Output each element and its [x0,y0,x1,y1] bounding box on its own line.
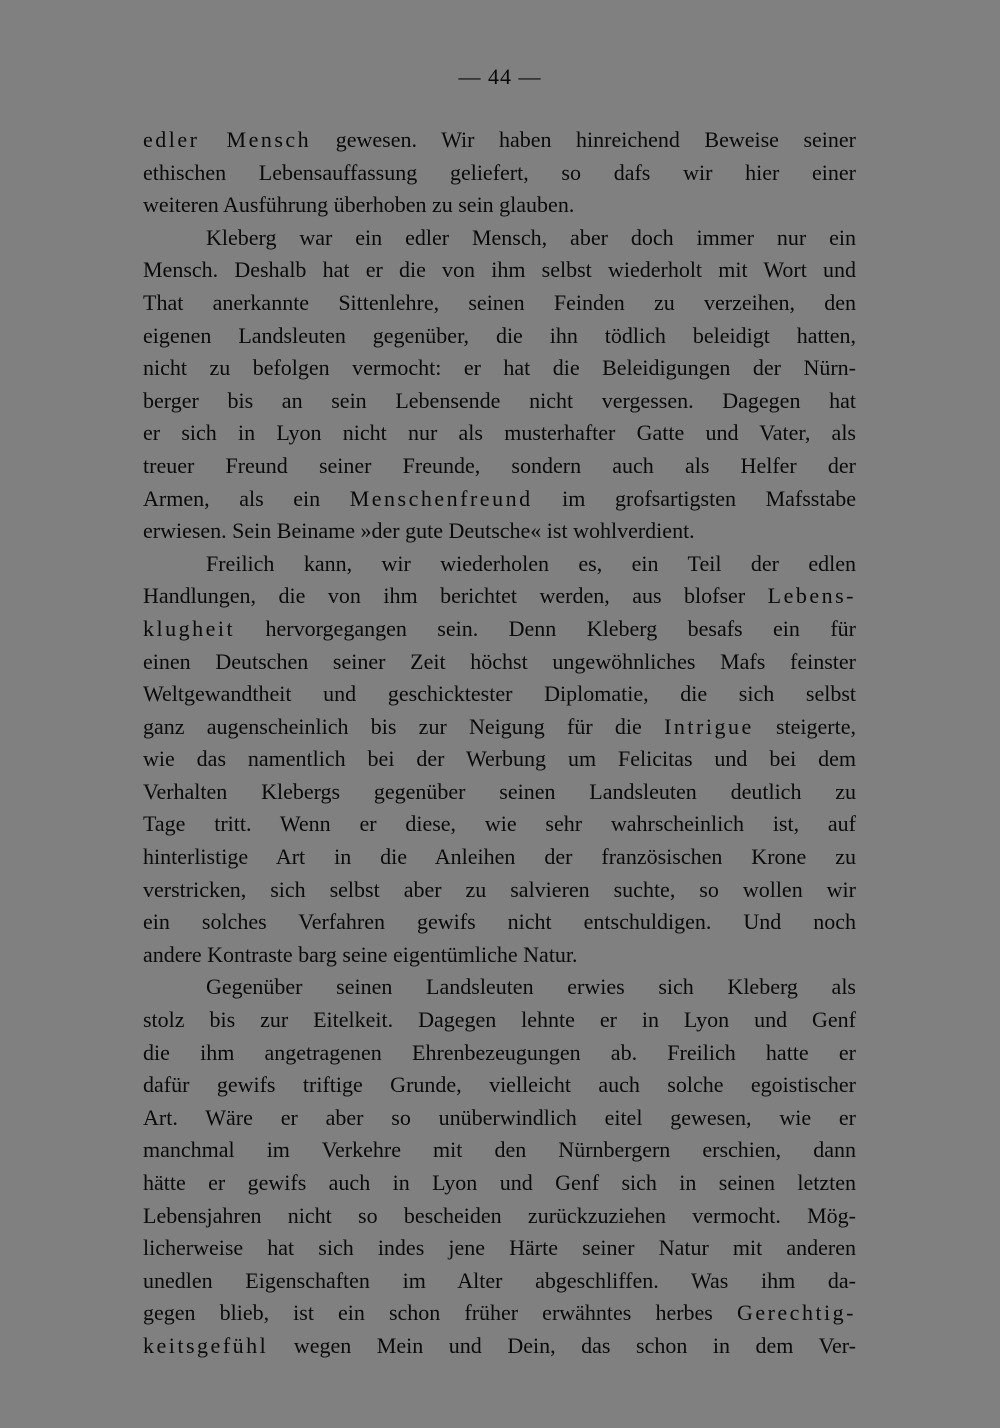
text-segment: Mensch. Deshalb hat er die von ihm selbst wiederholt mit Wort und [143,257,856,283]
text-segment: hervorgegangen sein. Denn Kleberg besafs ein für [235,615,856,641]
spaced-emphasis: edler Mensch [143,127,312,152]
text-line [143,776,856,809]
text-segment: Gegenüber seinen Landsleuten erwies sich Kleberg als [206,974,856,1000]
text-segment: Freilich kann, wir wiederholen es, ein Teil der edlen [206,550,856,576]
text-segment: hinterlistige Art in die Anleihen der französischen Krone zu [143,844,856,870]
text-segment: Handlungen, die von ihm berichtet werden, aus blofser [143,583,768,609]
text-line [143,1330,856,1363]
text-segment: Verhalten Klebergs gegenüber seinen Landsleuten deutlich zu [143,778,856,804]
text-segment: erwiesen. Sein Beiname »der gute Deutsche« ist wohlverdient. [143,518,695,544]
text-line [143,1004,856,1037]
spaced-emphasis: klugheit [143,615,236,641]
text-line [143,1102,856,1135]
text-line [143,189,856,222]
text-line [143,450,856,483]
text-line [143,971,856,1004]
spaced-emphasis: Lebens- [767,583,856,609]
text-line [143,1037,856,1070]
text-segment: Armen, als ein [143,485,350,511]
text-line [143,1069,856,1102]
text-segment: eigenen Landsleuten gegenüber, die ihn tödlich beleidigt hatten, [143,322,856,348]
text-segment: manchmal im Verkehre mit den Nürnbergern erschien, dann [143,1137,856,1163]
text-line [143,417,856,450]
text-line [143,222,856,255]
text-segment: ein solches Verfahren gewifs nicht entschuldigen. Und noch [143,909,856,935]
text-segment: Tage tritt. Wenn er diese, wie sehr wahrscheinlich ist, auf [143,811,856,837]
text-segment: im grofsartigsten Mafsstabe [532,485,857,511]
text-line [143,483,856,516]
text-line [143,254,856,287]
text-line [143,646,856,679]
text-line [143,841,856,874]
text-segment: nicht zu befolgen vermocht: er hat die Beleidigungen der Nürn- [143,355,856,381]
text-segment: ganz augenscheinlich bis zur Neigung für die [143,713,665,739]
page-number: — 44 — [458,64,542,89]
text-line [143,157,856,190]
text-line [143,743,856,776]
text-segment: wie das namentlich bei der Werbung um Felicitas und bei dem [143,746,856,772]
text-line [143,1200,856,1233]
text-line [143,711,856,744]
spaced-emphasis: Gerechtig- [736,1300,856,1326]
text-line [143,874,856,907]
text-line [143,287,856,320]
text-segment: gegen blieb, ist ein schon früher erwähntes herbes [143,1300,737,1326]
text-segment: wegen Mein und Dein, das schon in dem Ver- [268,1332,856,1358]
text-segment: andere Kontraste barg seine eigentümliche Natur. [143,941,578,967]
text-segment: licherweise hat sich indes jene Härte seiner Natur mit anderen [143,1235,856,1261]
text-line [143,808,856,841]
text-line [143,939,856,972]
text-line [143,124,856,157]
text-segment: ethischen Lebensauffassung geliefert, so dafs wir hier einer [143,159,856,185]
text-segment: unedlen Eigenschaften im Alter abgeschliffen. Was ihm da- [143,1267,856,1293]
text-segment: verstricken, sich selbst aber zu salvieren suchte, so wollen wir [143,876,856,902]
text-line [143,320,856,353]
text-segment: einen Deutschen seiner Zeit höchst ungewöhnliches Mafs feinster [143,648,856,674]
text-segment: That anerkannte Sittenlehre, seinen Feinden zu verzeihen, den [143,289,856,315]
text-line [143,1167,856,1200]
spaced-emphasis: keitsgefühl [143,1332,269,1358]
text-segment: stolz bis zur Eitelkeit. Dagegen lehnte er in Lyon und Genf [143,1007,856,1033]
text-line [143,1297,856,1330]
text-segment: gewesen. Wir haben hinreichend Beweise seiner [311,127,857,152]
text-segment: berger bis an sein Lebensende nicht vergessen. Dagegen hat [143,387,856,413]
text-line [143,1265,856,1298]
text-line [143,352,856,385]
text-segment: steigerte, [753,713,856,739]
text-line [143,678,856,711]
text-segment: hätte er gewifs auch in Lyon und Genf sich in seinen letzten [143,1170,856,1195]
text-segment: weiteren Ausführung überhoben zu sein glauben. [143,192,575,218]
text-segment: er sich in Lyon nicht nur als musterhafter Gatte und Vater, als [143,420,856,446]
text-line [143,906,856,939]
text-line [143,515,856,548]
text-line [143,385,856,418]
body-text [143,124,856,1363]
text-line [143,1134,856,1167]
text-segment: Kleberg war ein edler Mensch, aber doch immer nur ein [206,224,856,250]
text-line [143,548,856,581]
text-line [143,613,856,646]
text-line [143,580,856,613]
text-line [143,1232,856,1265]
text-segment: die ihm angetragenen Ehrenbezeugungen ab. Freilich hatte er [143,1039,856,1065]
spaced-emphasis: Menschenfreund [349,485,533,511]
spaced-emphasis: Intrigue [664,713,754,739]
text-segment: treuer Freund seiner Freunde, sondern auch als Helfer der [143,452,856,478]
text-segment: Art. Wäre er aber so unüberwindlich eitel gewesen, wie er [143,1104,856,1130]
text-segment: Lebensjahren nicht so bescheiden zurückzuziehen vermocht. Mög- [143,1202,856,1228]
text-segment: Weltgewandtheit und geschicktester Diplomatie, die sich selbst [143,681,856,707]
text-segment: dafür gewifs triftige Grunde, vielleicht auch solche egoistischer [143,1072,856,1098]
